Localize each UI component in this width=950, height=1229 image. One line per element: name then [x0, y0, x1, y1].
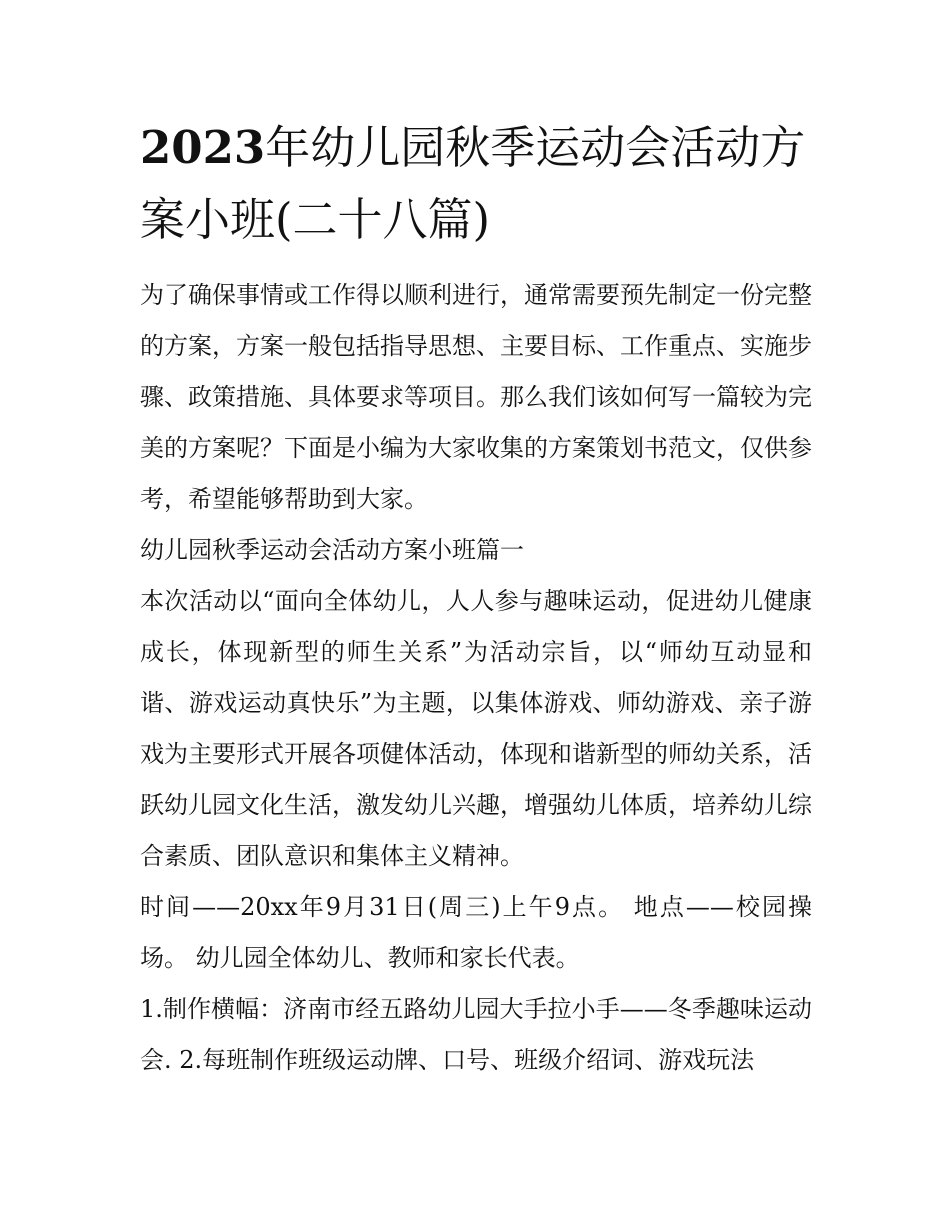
- section-heading: 幼儿园秋季运动会活动方案小班篇一: [140, 536, 524, 564]
- title-year: 2023: [140, 121, 266, 174]
- document-body: [140, 112, 812, 1086]
- preparation-paragraph: 1.制作横幅：济南市经五路幼儿园大手拉小手——冬季趣味运动会. 2.每班制作班级运动牌、口号、班级介绍词、游戏玩法: [140, 995, 812, 1074]
- intro-paragraph: 为了确保事情或工作得以顺利进行，通常需要预先制定一份完整的方案，方案一般包括指导思想、主要目标、工作重点、实施步骤、政策措施、具体要求等项目。那么我们该如何写一篇较为完美的方案呢？下面是小编为大家收集的方案策划书范文，仅供参考，希望能够帮助到大家。: [140, 281, 812, 513]
- purpose-paragraph: 本次活动以“面向全体幼儿，人人参与趣味运动，促进幼儿健康成长，体现新型的师生关系”为活动宗旨，以“师幼互动显和谐、游戏运动真快乐”为主题，以集体游戏、师幼游戏、亲子游戏为主要形式开展各项健体活动，体现和谐新型的师幼关系，活跃幼儿园文化生活，激发幼儿兴趣，增强幼儿体质，培养幼儿综合素质、团队意识和集体主义精神。: [140, 587, 812, 870]
- title-text: 年幼儿园秋季运动会活动方案小班(二十八篇): [140, 121, 806, 246]
- time-place-paragraph: 时间——20xx年9月31日(周三)上午9点。 地点——校园操场。 幼儿园全体幼儿、教师和家长代表。: [140, 893, 812, 972]
- document-title: [140, 112, 812, 256]
